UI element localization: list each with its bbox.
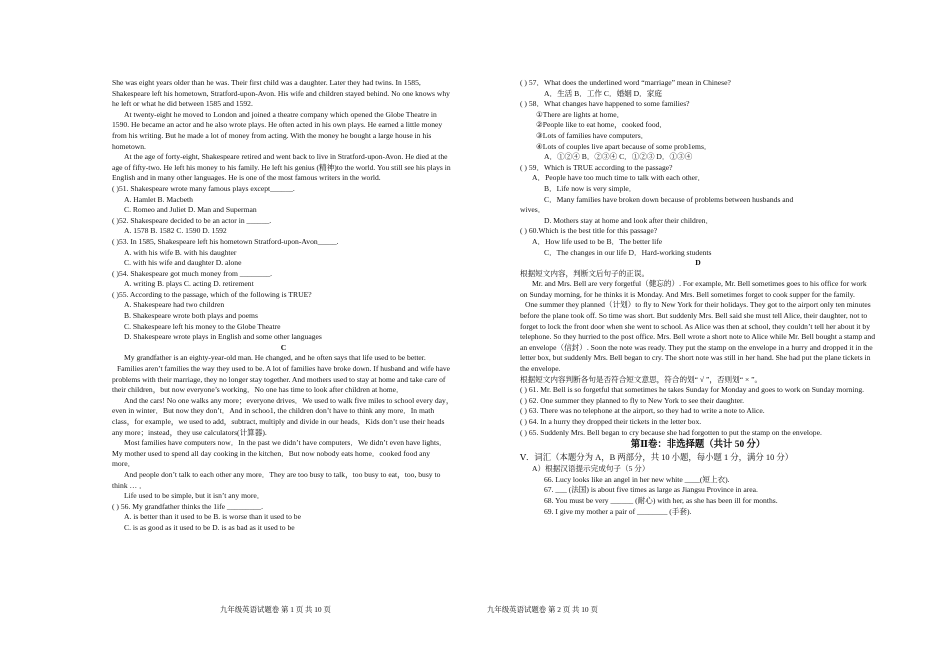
page-2-line: 67. ___ (法国) is about five times as large as Jiangsu Province in area.: [544, 485, 758, 495]
page-1-line: A. writing B. plays C. acting D. retirement: [124, 279, 254, 289]
page-1-line: At twenty-eight he moved to London and joined a theatre company which opened the Globe Theatre in 1590. He became an actor and he also wrote plays. He often acted in his own plays. He earned a little money from his writing. But he made a lot of money from acting. With the money he bought a large house in his hometown.: [112, 109, 443, 151]
page-1-line: And people don’t talk to each other any more．They are too busy to talk，too busy to eat，too, busy to think … ．: [112, 469, 441, 490]
page-2-line: ( ) 65. Suddenly Mrs. Bell began to cry because she had forgotten to put the stamp on the envelope.: [520, 427, 822, 437]
page-1-line: My grandfather is an eighty-year-old man. He changed, and he often says that life used to be better.: [124, 353, 426, 363]
page-2-line: ( ) 60.Which is the best title for this passage?: [520, 226, 658, 236]
page-2-line: A）根据汉语提示完成句子（5 分）: [532, 464, 650, 474]
page-1-line: ( )53. In 1585, Shakespeare left his hometown Stratford-upon-Avon_____.: [112, 236, 339, 246]
page-1-line: B. Shakespeare wrote both plays and poems: [124, 311, 258, 321]
page-2-line: C．Many families have broken down because of problems between husbands and: [544, 194, 794, 204]
page-1-line: ( )52. Shakespeare decided to be an actor in ______.: [112, 215, 272, 225]
page-2-line: ( ) 61. Mr. Bell is so forgetful that sometimes he takes Sunday for Monday and goes to work on Sunday morning.: [520, 385, 865, 395]
page-1-line: At the age of forty-eight, Shakespeare retired and went back to live in Stratford-upon-Avon. He died at the age of fifty-two. He left his money to his family. He left his genius (精神)to the world. You still see his plays in English and in many other languages. He is one of the most famous writers in the world.: [112, 152, 451, 183]
page-2-line: ( ) 62. One summer they planned to fly to New York to see their daughter.: [520, 395, 744, 405]
page-2-line: ②People like to eat home，cooked food．: [536, 120, 668, 130]
page-1-line: C: [280, 342, 287, 352]
page-2-line: D: [695, 258, 701, 268]
page-2-line: One summer they planned（计划）to fly to New York for their holidays. They got to the airport only ten minutes before the plane took off. So time was short. But suddenly Mrs. Bell said she must tell Alice, their daughter, not to forget to lock the front door when she went to school. As Alice was then at school, they couldn’t tell her about it by telephone. So they hurried to the post office. Mrs. Bell wrote a short note to Alice while Mr. Bell bought a stamp and an envelope（信封）. Soon the note was ready. They put the stamp on the envelope in a hurry and dropped it in the letter box, but suddenly Mrs. Bell began to cry. The short note was still in her hand. She had put the plane tickets in the envelope.: [520, 300, 876, 374]
page-1-line: A. with his wife B. with his daughter: [124, 247, 237, 257]
page-2-footer: 九年级英语试题卷 第 2 页 共 10 页: [487, 605, 598, 614]
page-1-line: And the cars! No one walks any more；everyone drives．We used to walk five miles to school every day，even in winter．But now they don’t．And in schoo1, the children don’t have to think any more．In math class，for example，we used to add，subtract, multiply and divide in our heads．Kids don’t use their heads any more；instead，they use calculators(计算器).: [112, 395, 454, 437]
page-1-line: ( )54. Shakespeare got much money from ________.: [112, 268, 273, 278]
page-1-line: She was eight years older than he was. Their first child was a daughter. Later they had twins. In 1585, Shakespeare left his hometown, Stratford-upon-Avon. His wife and children stayed behind. No one knows why he left or what he did between 1585 and 1592.: [112, 78, 450, 109]
page-1-line: C. is as good as it used to be D. is as bad as it used to be: [124, 522, 295, 532]
page-2-line: ( ) 57．What does the underlined word “marriage” mean in Chinese?: [520, 78, 731, 87]
page-1-line: C. with his wife and daughter D. alone: [124, 258, 242, 268]
page-1-line: A. is better than it used to be B. is worse than it used to be: [124, 512, 301, 522]
page-2-line: ①There are lights at home．: [536, 109, 625, 119]
page-1-line: ( )55. According to the passage, which of the following is TRUE?: [112, 289, 312, 299]
page-2-line: 根据短文内容判断各句是否符合短文意思，符合的划“ √ ”，否则划“ × ”。: [520, 374, 763, 384]
page-2-line: A．生活 B．工作 C．婚姻 D．家庭: [544, 88, 662, 98]
page-2-line: ( ) 64. In a hurry they dropped their tickets in the letter box.: [520, 417, 702, 426]
page-1-line: ( ) 56. My grandfather thinks the 1ife _________.: [112, 501, 263, 511]
page-1-line: A. 1578 B. 1582 C. 1590 D. 1592: [124, 226, 227, 236]
page-1-line: D. Shakespeare wrote plays in English and some other languages: [124, 332, 322, 342]
page-2-line: Mr. and Mrs. Bell are very forgetful（健忘的）. For example, Mr. Bell sometimes goes to his office for work on Sunday morning, for he thinks it is Monday. And Mrs. Bell sometimes forget to cook supper for the family.: [520, 279, 867, 299]
page-1-line: A. Shakespeare had two children: [124, 300, 225, 310]
page-2-line: 根据短文内容，判断文后句子的正误。: [520, 268, 650, 278]
page-1-line: C. Shakespeare left his money to the Globe Theatre: [124, 321, 281, 331]
page-2-line: Ⅴ．词汇（本题分为 A，B 两部分，共 10 小题，每小题 1 分，满分 10 分）: [520, 453, 794, 463]
page-2-line: wives．: [520, 205, 546, 215]
page-1-line: C. Romeo and Juliet D. Man and Superman: [124, 205, 257, 215]
page-2-line: A．How life used to be B．The better life: [532, 236, 663, 246]
page-2-line: ④Lots of couples live apart because of some prob1ems．: [536, 141, 712, 151]
page-1-text-column: [112, 78, 455, 534]
page-1-line: Life used to be simple, but it isn’t any more．: [124, 491, 265, 501]
page-2-line: 69. I give my mother a pair of ________ (手套).: [544, 506, 692, 516]
page-2-text-column: [520, 78, 876, 517]
page-2-line: 68. You must be very ______ (耐心) with her, as she has been ill for months.: [544, 495, 778, 505]
page-1-line: A. Hamlet B. Macbeth: [124, 194, 193, 204]
page-1-footer: 九年级英语试题卷 第 1 页 共 10 页: [220, 605, 331, 614]
page-1-line: Most families have computers now．In the past we didn’t have computers．We didn’t even have lights．My mother used to spend all day cooking in the kitchen．But now nobody eats home．cooked food any more．: [112, 438, 447, 469]
exam-page-2: [475, 0, 950, 658]
page-2-line: 第Ⅱ卷：非选择题（共计 50 分）: [630, 440, 766, 451]
page-2-line: B．Life now is very simple．: [544, 183, 637, 193]
page-2-line: C．The changes in our life D．Hard-working students: [544, 247, 712, 257]
page-2-line: 66. Lucy looks like an angel in her new white ____(短上衣).: [544, 474, 730, 484]
page-2-line: ( ) 63. There was no telephone at the airport, so they had to write a note to Alice.: [520, 406, 765, 416]
page-2-line: A．①②④ B．②③④ C．①②③ D．①③④: [544, 152, 693, 162]
page-2-line: ( ) 58．What changes have happened to some families?: [520, 99, 690, 109]
page-1-line: ( )51. Shakespeare wrote many famous plays except______.: [112, 183, 295, 193]
page-2-line: ( ) 59．Which is TRUE according to the passage?: [520, 162, 673, 172]
page-2-line: D. Mothers stay at home and look after their children．: [544, 215, 714, 225]
page-1-line: Families aren’t families the way they used to be. A lot of families have broke down. If husband and wife have problems with their marriage, they no longer stay together. And mothers used to stay at home and take care of their children，but now everyone’s working．No one has time to look after children at home．: [112, 364, 451, 395]
page-2-line: A．People have too much time to talk with each other．: [532, 173, 706, 183]
page-2-line: ③Lots of families have computers．: [536, 130, 649, 140]
